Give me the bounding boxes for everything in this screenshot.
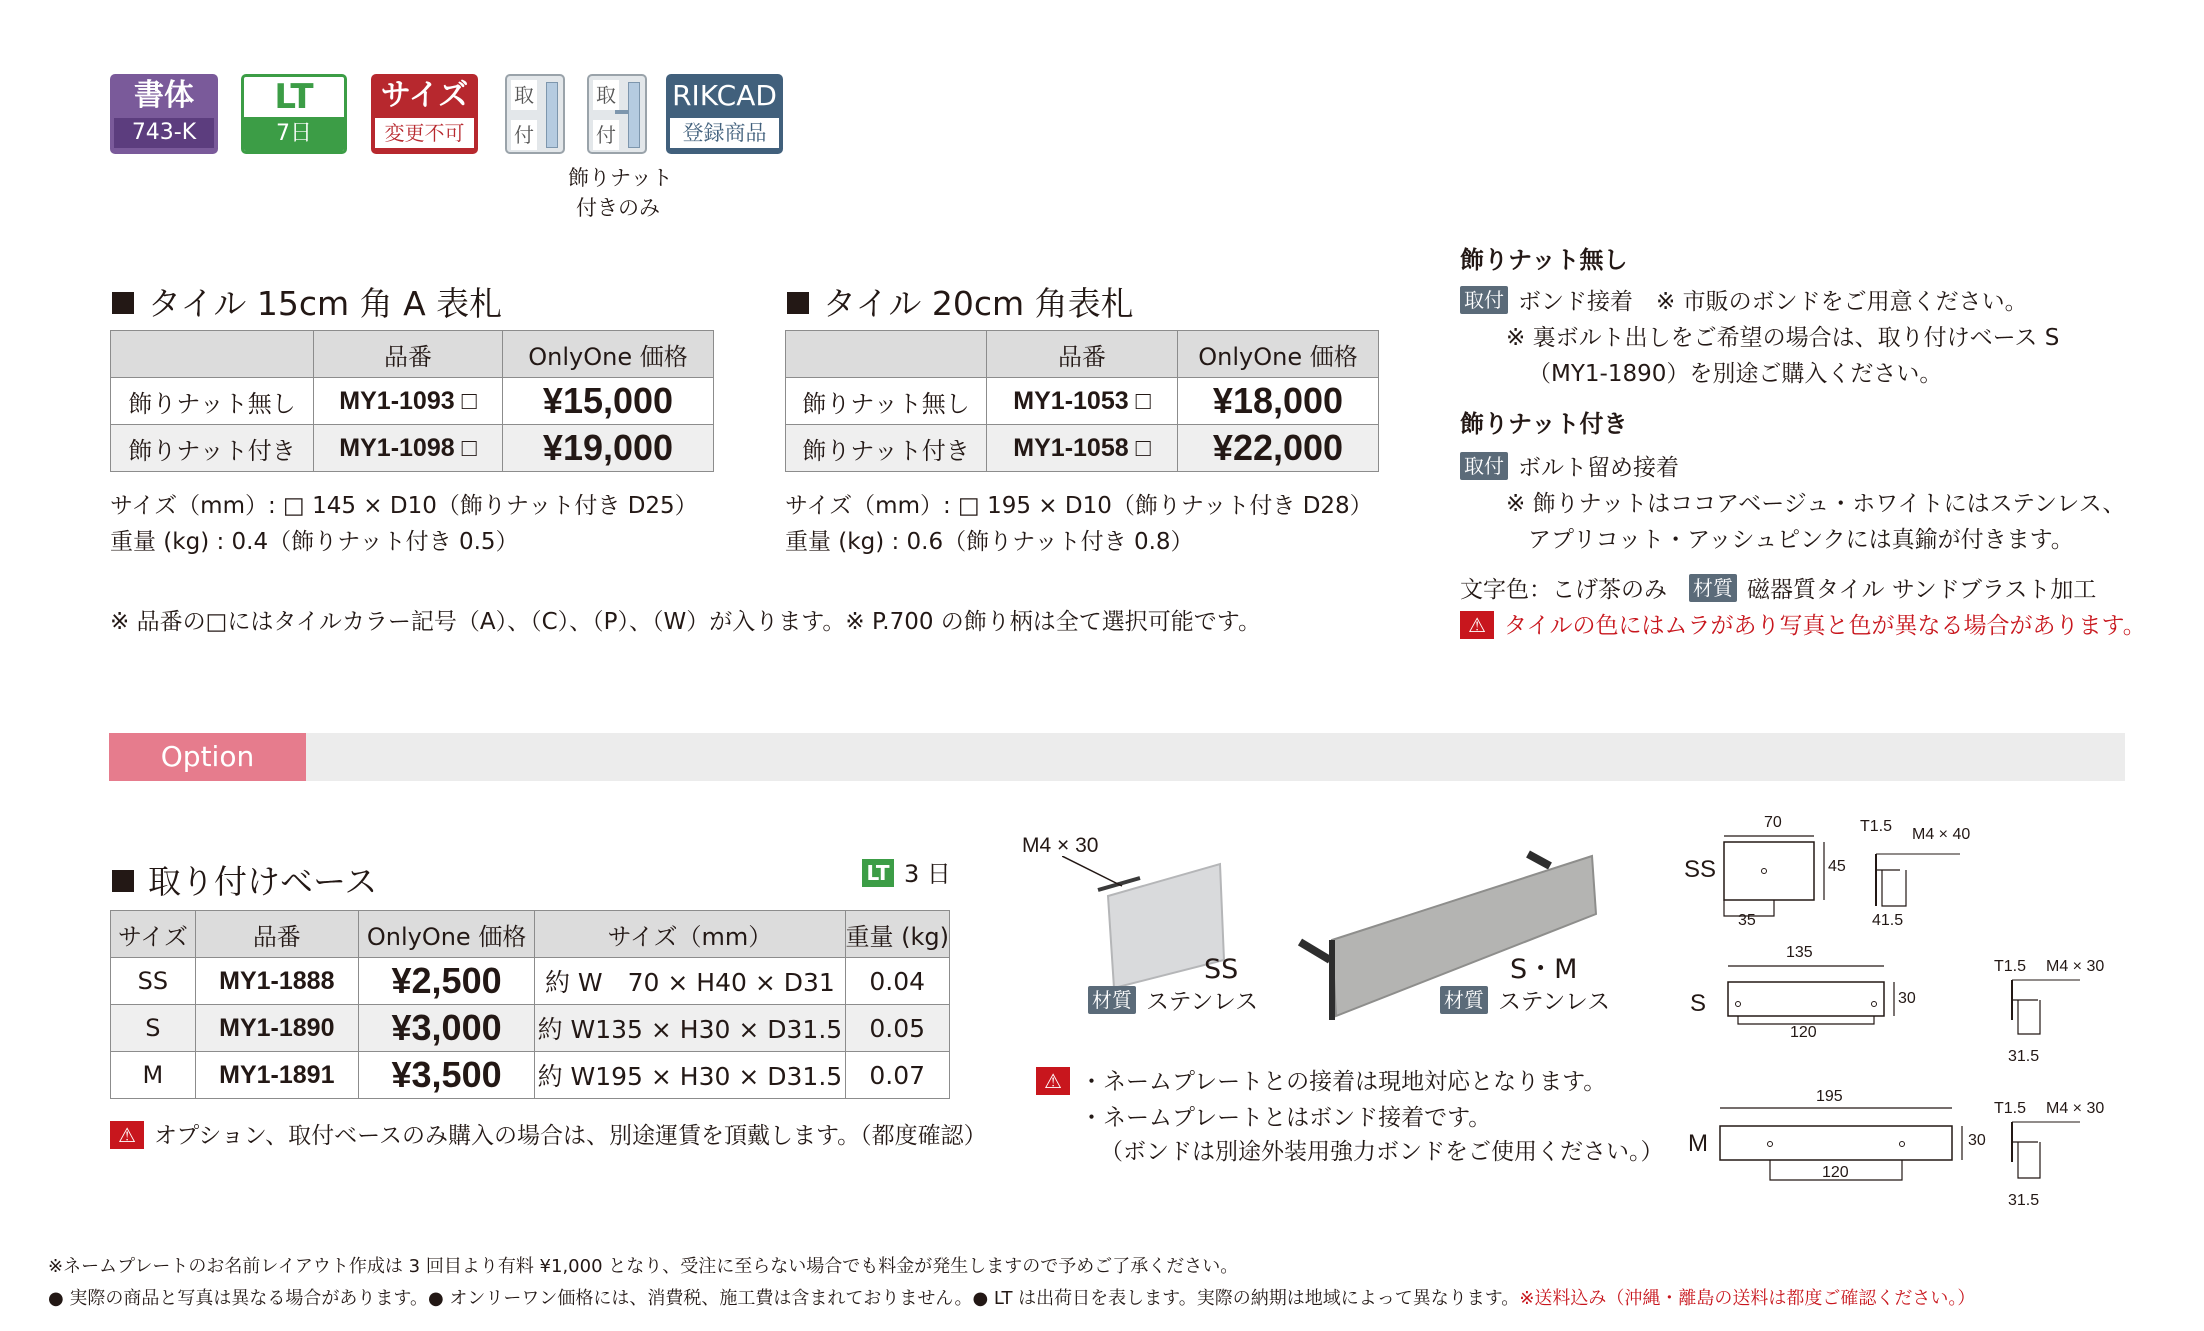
row-weight: 0.07 bbox=[845, 1052, 950, 1099]
photo-bolt-label: M4 × 30 bbox=[1022, 834, 1099, 857]
char-color-line: 文字色：こげ茶のみ 材質 磁器質タイル サンドブラスト加工 bbox=[1460, 576, 2097, 603]
s-bolt: M4 × 30 bbox=[2046, 958, 2105, 975]
color-code-note: ※ 品番の□にはタイルカラー記号（A）、（C）、（P）、（W）が入ります。※ P.700 の飾り柄は全て選択可能です。 bbox=[110, 609, 1261, 635]
table20-header-blank bbox=[786, 331, 987, 378]
row-weight: 0.04 bbox=[845, 958, 950, 1005]
m-width: 195 bbox=[1816, 1088, 1843, 1105]
row-size: M bbox=[111, 1052, 196, 1099]
photo-ss-label: SS bbox=[1204, 954, 1239, 985]
table20-size: サイズ（mm）: □ 195 × D10（飾りナット付き D28） bbox=[785, 493, 1373, 519]
table20-header-model: 品番 bbox=[987, 331, 1178, 378]
base-header-size: サイズ bbox=[111, 911, 196, 958]
row-model: MY1-1053 □ bbox=[987, 378, 1178, 425]
footer-shipping-note: ※送料込み（沖縄・離島の送料は都度ご確認ください。） bbox=[1519, 1288, 1976, 1309]
row-label: 飾りナット付き bbox=[786, 425, 987, 472]
lead-time-badge bbox=[241, 74, 347, 154]
base-title: 取り付けベース bbox=[112, 856, 377, 903]
table20-title: タイル 20cm 角表札 bbox=[787, 278, 1134, 325]
warning-icon: ⚠ bbox=[1036, 1067, 1070, 1095]
table-row bbox=[786, 378, 1379, 425]
table15-weight: 重量 (kg) : 0.4（飾りナット付き 0.5） bbox=[110, 529, 519, 555]
rikcad-badge-label: RIKCAD bbox=[672, 79, 777, 112]
material-tag: 材質 bbox=[1088, 986, 1136, 1014]
tile-color-warning: ⚠ タイルの色にはムラがあり写真と色が異なる場合があります。 bbox=[1460, 608, 2146, 644]
row-size: SS bbox=[111, 958, 196, 1005]
lead-time-badge-label: LT bbox=[274, 77, 314, 117]
no-nut-line3: （MY1-1890）を別途ご購入ください。 bbox=[1528, 361, 1943, 387]
ss-height: 45 bbox=[1828, 858, 1846, 875]
row-model: MY1-1058 □ bbox=[987, 425, 1178, 472]
m-pitch: 120 bbox=[1822, 1164, 1849, 1181]
drawing-s-label: S bbox=[1690, 990, 1707, 1017]
lt-icon: LT bbox=[862, 859, 894, 887]
table-row bbox=[786, 425, 1379, 472]
footer-line2: ● 実際の商品と写真は異なる場合があります。● オンリーワン価格には、消費税、施工費は含まれておりません。● LT は出荷日を表します。実際の納期は地域によって異なります。※送料込み（沖縄・離島の送料は都度ご確認ください。） bbox=[48, 1288, 1976, 1309]
option-note1: ⚠ ・ネームプレートとの接着は現地対応となります。 bbox=[1036, 1064, 1606, 1100]
row-model: MY1-1093 □ bbox=[314, 378, 503, 425]
ss-thickness: T1.5 bbox=[1860, 818, 1893, 835]
row-dims: 約 W135 × H30 × D31.5 bbox=[535, 1005, 845, 1052]
sm-bolt-right bbox=[1528, 854, 1550, 866]
typeface-badge bbox=[110, 74, 218, 154]
row-model: MY1-1891 bbox=[195, 1052, 358, 1099]
no-nut-line2: ※ 裏ボルト出しをご希望の場合は、取り付けベース S bbox=[1506, 325, 2060, 351]
with-nut-line2: ※ 飾りナットはココアベージュ・ホワイトにはステンレス、 bbox=[1506, 491, 2126, 517]
mount-kanji-top: 取 bbox=[593, 80, 619, 110]
row-model: MY1-1890 bbox=[195, 1005, 358, 1052]
table20-header-price: OnlyOne 価格 bbox=[1178, 331, 1379, 378]
row-dims: 約 W195 × H30 × D31.5 bbox=[535, 1052, 845, 1099]
table15-header-model: 品番 bbox=[314, 331, 503, 378]
mount-tag: 取付 bbox=[1460, 286, 1508, 314]
row-label: 飾りナット無し bbox=[786, 378, 987, 425]
s-height: 30 bbox=[1898, 990, 1916, 1007]
table-row bbox=[111, 1005, 950, 1052]
mount-note-line2: 付きのみ bbox=[576, 196, 660, 220]
no-nut-line1: 取付 ボンド接着 ※ 市販のボンドをご用意ください。 bbox=[1460, 284, 2028, 320]
option-tab: Option bbox=[109, 733, 306, 781]
row-label: 飾りナット付き bbox=[111, 425, 314, 472]
mount-kanji-bottom: 付 bbox=[511, 120, 537, 150]
row-price: ¥3,500 bbox=[358, 1052, 534, 1099]
table15-header-blank bbox=[111, 331, 314, 378]
material-tag: 材質 bbox=[1689, 574, 1737, 602]
table-row bbox=[111, 425, 714, 472]
mount-note-line1: 飾りナット bbox=[568, 166, 673, 190]
table15-header-price: OnlyOne 価格 bbox=[503, 331, 714, 378]
s-width: 135 bbox=[1786, 944, 1813, 961]
base-header-weight: 重量 (kg) bbox=[845, 911, 950, 958]
ss-bolt: M4 × 40 bbox=[1912, 826, 1971, 843]
mount-note bbox=[568, 163, 673, 223]
typeface-badge-value: 743-K bbox=[114, 118, 214, 148]
base-header-model: 品番 bbox=[195, 911, 358, 958]
drawing-ss-label: SS bbox=[1684, 856, 1717, 883]
row-price: ¥15,000 bbox=[503, 378, 714, 425]
with-nut-line3: アプリコット・アッシュピンクには真鍮が付きます。 bbox=[1528, 527, 2074, 553]
row-label: 飾りナット無し bbox=[111, 378, 314, 425]
row-price: ¥3,000 bbox=[358, 1005, 534, 1052]
table15-size: サイズ（mm）: □ 145 × D10（飾りナット付き D25） bbox=[110, 493, 698, 519]
footer-line1: ※ネームプレートのお名前レイアウト作成は 3 回目より有料 ¥1,000 となり、受注に至らない場合でも料金が発生しますので予めご了承ください。 bbox=[48, 1256, 1239, 1277]
base-header-dims: サイズ（mm） bbox=[535, 911, 845, 958]
row-price: ¥22,000 bbox=[1178, 425, 1379, 472]
photo-sm-label: S・M bbox=[1510, 954, 1578, 985]
shipping-warning: ⚠ オプション、取付ベースのみ購入の場合は、別途運賃を頂戴します。（都度確認） bbox=[110, 1118, 987, 1154]
material-tag: 材質 bbox=[1440, 986, 1488, 1014]
row-dims: 約 W 70 × H40 × D31 bbox=[535, 958, 845, 1005]
table-row bbox=[111, 1052, 950, 1099]
size-badge bbox=[371, 74, 478, 154]
rikcad-badge-value: 登録商品 bbox=[670, 118, 779, 148]
row-model: MY1-1098 □ bbox=[314, 425, 503, 472]
mount-tag: 取付 bbox=[1460, 452, 1508, 480]
row-price: ¥2,500 bbox=[358, 958, 534, 1005]
row-weight: 0.05 bbox=[845, 1005, 950, 1052]
m-thickness: T1.5 bbox=[1994, 1100, 2027, 1117]
ss-depth: 41.5 bbox=[1872, 912, 1904, 929]
row-size: S bbox=[111, 1005, 196, 1052]
base-lead-time: LT 3 日 bbox=[862, 856, 951, 892]
with-nut-line1: 取付 ボルト留め接着 bbox=[1460, 450, 1679, 486]
option-note2: ・ネームプレートとはボンド接着です。 bbox=[1080, 1105, 1492, 1131]
m-bolt: M4 × 30 bbox=[2046, 1100, 2105, 1117]
s-pitch: 120 bbox=[1790, 1024, 1817, 1041]
photo-ss-material: 材質 ステンレス bbox=[1088, 984, 1258, 1020]
table15-title: タイル 15cm 角 A 表札 bbox=[112, 278, 502, 325]
row-price: ¥19,000 bbox=[503, 425, 714, 472]
drawing-m-label: M bbox=[1688, 1130, 1708, 1157]
option-bar bbox=[109, 733, 2125, 781]
sm-bolt-left bbox=[1300, 942, 1330, 960]
m-height: 30 bbox=[1968, 1132, 1986, 1149]
base-header-price: OnlyOne 価格 bbox=[358, 911, 534, 958]
option-note3: （ボンドは別途外装用強力ボンドをご使用ください。） bbox=[1100, 1139, 1664, 1165]
table20 bbox=[785, 330, 1379, 472]
no-nut-heading: 飾りナット無し bbox=[1460, 246, 1628, 274]
photo-sm-material: 材質 ステンレス bbox=[1440, 984, 1610, 1020]
ss-base: 35 bbox=[1738, 912, 1756, 929]
s-thickness: T1.5 bbox=[1994, 958, 2027, 975]
table20-weight: 重量 (kg) : 0.6（飾りナット付き 0.8） bbox=[785, 529, 1194, 555]
base-table bbox=[110, 910, 950, 1099]
with-nut-heading: 飾りナット付き bbox=[1460, 410, 1628, 438]
mount-bolt-icon bbox=[587, 74, 647, 154]
s-depth: 31.5 bbox=[2008, 1048, 2040, 1065]
mount-kanji-top: 取 bbox=[511, 80, 537, 110]
size-badge-label: サイズ bbox=[380, 78, 469, 113]
row-model: MY1-1888 bbox=[195, 958, 358, 1005]
table15 bbox=[110, 330, 714, 472]
ss-width: 70 bbox=[1764, 814, 1782, 831]
m-depth: 31.5 bbox=[2008, 1192, 2040, 1209]
mount-kanji-bottom: 付 bbox=[593, 120, 619, 150]
rikcad-badge bbox=[666, 74, 783, 154]
warning-icon: ⚠ bbox=[1460, 611, 1494, 639]
warning-icon: ⚠ bbox=[110, 1121, 144, 1149]
mount-flush-icon bbox=[505, 74, 565, 154]
table-row bbox=[111, 378, 714, 425]
lead-time-badge-value: 7日 bbox=[244, 117, 344, 151]
table-row bbox=[111, 958, 950, 1005]
row-price: ¥18,000 bbox=[1178, 378, 1379, 425]
size-badge-value: 変更不可 bbox=[375, 118, 474, 148]
typeface-badge-label: 書体 bbox=[134, 78, 194, 113]
